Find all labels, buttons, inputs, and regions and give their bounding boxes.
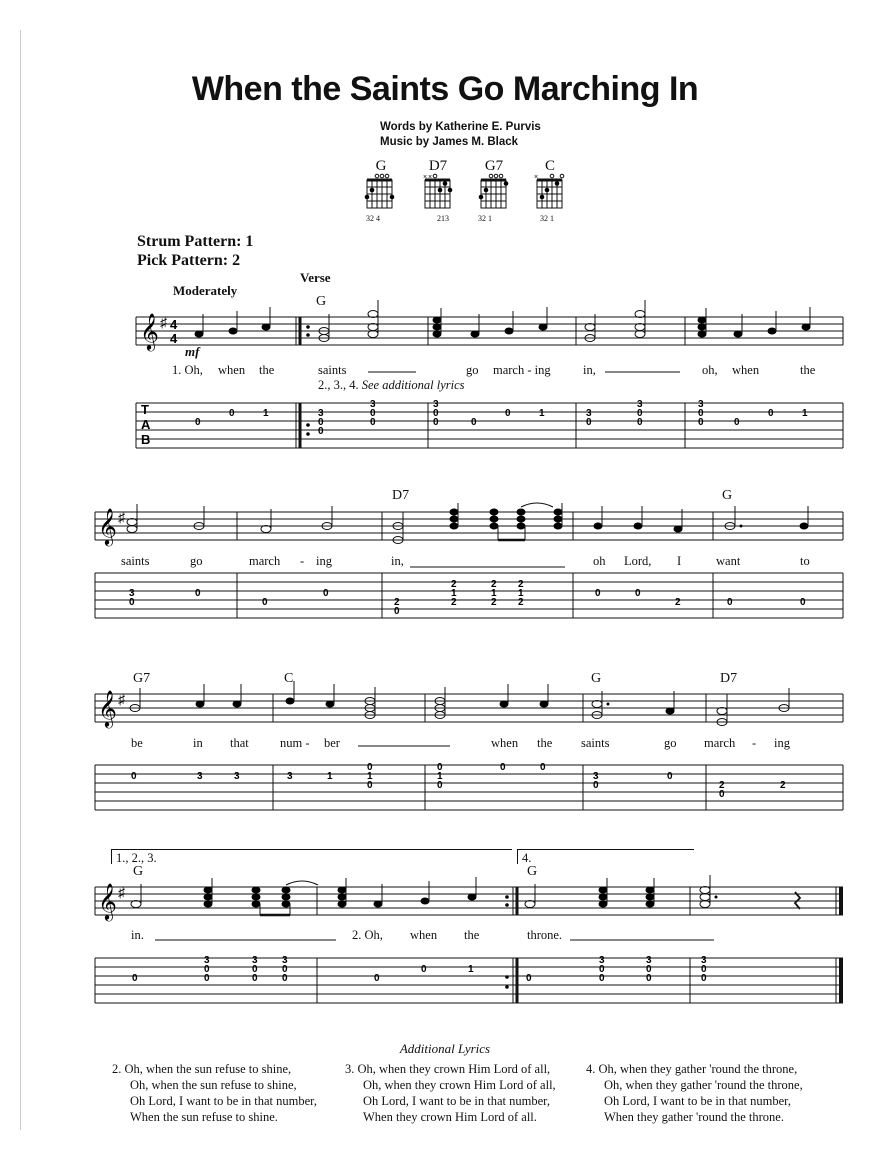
svg-text:0: 0 <box>698 408 704 419</box>
lyric: want <box>716 554 741 568</box>
lyric: saints <box>318 363 347 377</box>
svg-text:0: 0 <box>229 408 235 419</box>
lyric: when <box>732 363 760 377</box>
pick-pattern: Pick Pattern: 2 <box>137 252 241 269</box>
music-system-2 <box>0 495 890 645</box>
svg-text:×: × <box>428 174 433 181</box>
svg-text:0: 0 <box>252 964 258 975</box>
lyric: Lord, <box>624 554 652 568</box>
svg-text:0: 0 <box>599 964 605 975</box>
svg-text:1: 1 <box>468 964 474 975</box>
verse-line: Oh, when they gather 'round the throne, <box>598 1062 798 1076</box>
chord-symbol: G <box>527 864 538 879</box>
svg-text:2: 2 <box>394 597 400 608</box>
verse-line: Oh, when they crown Him Lord of all, <box>357 1062 551 1076</box>
svg-text:0: 0 <box>204 964 210 975</box>
lyric: 2. Oh, <box>352 928 383 942</box>
svg-text:0: 0 <box>433 408 439 419</box>
svg-text:0: 0 <box>318 426 324 437</box>
svg-text:0: 0 <box>637 417 643 428</box>
section-label: Verse <box>300 270 331 285</box>
chord-symbol: G <box>133 864 144 879</box>
svg-text:♯: ♯ <box>160 314 167 330</box>
svg-text:0: 0 <box>195 417 201 428</box>
chord-symbol: G7 <box>133 671 151 686</box>
lyric: num - <box>280 736 310 750</box>
svg-text:3: 3 <box>282 955 288 966</box>
svg-text:0: 0 <box>505 408 511 419</box>
lyric: the <box>464 928 480 942</box>
lyric: march <box>704 736 736 750</box>
svg-text:3: 3 <box>586 408 592 419</box>
svg-text:0: 0 <box>367 762 373 773</box>
svg-text:𝄞: 𝄞 <box>140 313 159 349</box>
lyric: oh, <box>702 363 718 377</box>
lyric: go <box>466 363 479 377</box>
svg-text:0: 0 <box>471 417 477 428</box>
svg-text:0: 0 <box>667 771 673 782</box>
svg-text:0: 0 <box>374 973 380 984</box>
additional-verse-3 <box>345 1061 556 1125</box>
svg-text:3: 3 <box>129 588 135 599</box>
lyric: in. <box>131 928 144 942</box>
svg-text:𝄞: 𝄞 <box>98 883 117 919</box>
song-title: When the Saints Go Marching In <box>191 70 699 108</box>
svg-text:0: 0 <box>282 964 288 975</box>
verse-line: Oh Lord, I want to be in that number, <box>130 1094 317 1108</box>
svg-text:3: 3 <box>599 955 605 966</box>
svg-text:2: 2 <box>518 579 524 590</box>
svg-text:1: 1 <box>491 588 497 599</box>
lyric: the <box>537 736 553 750</box>
verse-line: When they crown Him Lord of all. <box>363 1110 537 1124</box>
lyric: that <box>230 736 249 750</box>
svg-text:4: 4 <box>170 317 178 332</box>
lyric: throne. <box>527 928 563 942</box>
svg-text:0: 0 <box>540 762 546 773</box>
lyric: when <box>218 363 246 377</box>
svg-text:3: 3 <box>593 771 599 782</box>
svg-text:0: 0 <box>637 408 643 419</box>
svg-text:0: 0 <box>282 973 288 984</box>
svg-text:0: 0 <box>599 973 605 984</box>
lyric: I <box>677 554 682 568</box>
lyric: when <box>491 736 519 750</box>
svg-text:0: 0 <box>262 597 268 608</box>
verse-hint <box>318 378 465 393</box>
svg-text:3: 3 <box>318 408 324 419</box>
svg-text:4: 4 <box>170 331 178 346</box>
svg-text:0: 0 <box>526 973 532 984</box>
svg-text:1: 1 <box>327 771 333 782</box>
lyric: 1. Oh, <box>172 363 203 377</box>
additional-verse-2 <box>112 1061 317 1125</box>
svg-text:2: 2 <box>451 579 457 590</box>
strum-pattern: Strum Pattern: 1 <box>137 233 254 250</box>
svg-text:0: 0 <box>421 964 427 975</box>
verse-number: 2. <box>112 1062 122 1076</box>
tempo-marking: Moderately <box>173 283 238 298</box>
lyric: in <box>193 736 203 750</box>
svg-text:0: 0 <box>698 417 704 428</box>
lyric: saints <box>121 554 150 568</box>
chord-symbol: D7 <box>392 488 410 503</box>
chord-symbol: G <box>722 488 733 503</box>
lyric: the <box>800 363 816 377</box>
svg-text:♯: ♯ <box>118 884 125 900</box>
svg-text:𝄞: 𝄞 <box>98 508 117 544</box>
svg-text:0: 0 <box>701 964 707 975</box>
svg-text:0: 0 <box>370 417 376 428</box>
svg-text:♯: ♯ <box>118 691 125 707</box>
svg-text:2: 2 <box>491 579 497 590</box>
verse-line: Oh, when the sun refuse to shine, <box>124 1062 292 1076</box>
svg-text:0: 0 <box>252 973 258 984</box>
svg-text:0: 0 <box>318 417 324 428</box>
lyric: saints <box>581 736 610 750</box>
lyric: in, <box>583 363 596 377</box>
lyric: go <box>190 554 203 568</box>
svg-text:0: 0 <box>433 417 439 428</box>
chord-fingers-c: 32 1 <box>540 214 554 223</box>
svg-text:1: 1 <box>518 588 524 599</box>
chord-diagram-name-g: G <box>375 158 387 174</box>
svg-text:T: T <box>141 402 149 417</box>
verse-line: When the sun refuse to shine. <box>130 1110 278 1124</box>
svg-text:0: 0 <box>734 417 740 428</box>
svg-text:1: 1 <box>437 771 443 782</box>
chord-fingers-g7: 32 1 <box>478 214 492 223</box>
svg-text:0: 0 <box>800 597 806 608</box>
words-credit: Words by Katherine E. Purvis <box>380 121 541 133</box>
svg-text:0: 0 <box>129 597 135 608</box>
chord-symbol: C <box>284 671 294 686</box>
svg-text:0: 0 <box>394 606 400 617</box>
music-system-3 <box>0 677 890 827</box>
svg-text:3: 3 <box>637 399 643 410</box>
chord-grid-c <box>534 174 564 208</box>
chord-diagram-name-c: C <box>544 158 555 174</box>
verse-line: Oh, when they gather 'round the throne, <box>604 1078 803 1092</box>
verse-hint-text: See additional lyrics <box>361 378 465 392</box>
verse-number: 4. <box>586 1062 596 1076</box>
ending-label: 4. <box>522 851 532 865</box>
svg-text:1: 1 <box>263 408 269 419</box>
svg-text:0: 0 <box>635 588 641 599</box>
svg-text:2: 2 <box>719 780 725 791</box>
lyric: - <box>300 554 305 568</box>
svg-text:3: 3 <box>370 399 376 410</box>
lyric: - <box>752 736 757 750</box>
music-system-4 <box>0 870 890 1020</box>
svg-text:1: 1 <box>367 771 373 782</box>
first-ending-bracket <box>111 849 512 864</box>
svg-text:3: 3 <box>287 771 293 782</box>
lyric: go <box>664 736 677 750</box>
chord-diagram-name-g7: G7 <box>484 158 504 174</box>
verse-hint-numbers: 2., 3., 4. <box>318 378 359 392</box>
lyric: when <box>410 928 438 942</box>
svg-text:A: A <box>141 417 151 432</box>
verse-number: 3. <box>345 1062 355 1076</box>
music-credit: Music by James M. Black <box>380 136 519 148</box>
dynamic-marking: mf <box>185 344 200 359</box>
verse-line: Oh Lord, I want to be in that number, <box>363 1094 550 1108</box>
svg-text:2: 2 <box>518 597 524 608</box>
svg-text:3: 3 <box>698 399 704 410</box>
svg-text:0: 0 <box>595 588 601 599</box>
svg-text:3: 3 <box>701 955 707 966</box>
svg-text:3: 3 <box>234 771 240 782</box>
notes <box>195 300 811 342</box>
lyric: be <box>131 736 143 750</box>
chord-grid-g <box>365 174 395 208</box>
lyric: the <box>259 363 275 377</box>
svg-text:3: 3 <box>646 955 652 966</box>
svg-text:2: 2 <box>780 780 786 791</box>
svg-text:3: 3 <box>433 399 439 410</box>
svg-text:0: 0 <box>204 973 210 984</box>
svg-text:0: 0 <box>323 588 329 599</box>
lyric: march <box>249 554 281 568</box>
lyric: in, <box>391 554 404 568</box>
verse-line: Oh Lord, I want to be in that number, <box>604 1094 791 1108</box>
lyric: march - ing <box>493 363 551 377</box>
chord-fingers-g: 32 4 <box>366 214 380 223</box>
svg-text:1: 1 <box>802 408 808 419</box>
svg-text:2: 2 <box>675 597 681 608</box>
svg-text:1: 1 <box>451 588 457 599</box>
verse-line: Oh, when the sun refuse to shine, <box>130 1078 297 1092</box>
svg-text:1: 1 <box>539 408 545 419</box>
svg-text:×: × <box>534 174 539 181</box>
lyric: ber <box>324 736 340 750</box>
lyric: to <box>800 554 810 568</box>
chord-fingers-d7: 213 <box>437 214 449 223</box>
verse-line: When they gather 'round the throne. <box>604 1110 784 1124</box>
svg-text:0: 0 <box>437 780 443 791</box>
svg-text:0: 0 <box>131 771 137 782</box>
lyric: oh <box>593 554 606 568</box>
chord-diagram-name-d7: D7 <box>428 158 448 174</box>
chord-symbol: D7 <box>720 671 738 686</box>
chord-grid-d7 <box>423 174 452 208</box>
second-ending-bracket <box>517 849 694 864</box>
svg-text:0: 0 <box>586 417 592 428</box>
svg-text:3: 3 <box>252 955 258 966</box>
svg-text:0: 0 <box>701 973 707 984</box>
svg-text:2: 2 <box>491 597 497 608</box>
svg-text:0: 0 <box>768 408 774 419</box>
svg-text:0: 0 <box>437 762 443 773</box>
svg-text:×: × <box>423 174 428 181</box>
svg-text:0: 0 <box>132 973 138 984</box>
svg-text:0: 0 <box>646 973 652 984</box>
ending-label: 1., 2., 3. <box>116 851 157 865</box>
additional-lyrics-title: Additional Lyrics <box>399 1041 491 1056</box>
chord-symbol: G <box>316 294 327 309</box>
svg-text:2: 2 <box>451 597 457 608</box>
additional-verse-4 <box>586 1061 803 1125</box>
chord-symbol: G <box>591 671 602 686</box>
svg-text:0: 0 <box>727 597 733 608</box>
svg-text:3: 3 <box>197 771 203 782</box>
svg-text:0: 0 <box>370 408 376 419</box>
svg-text:0: 0 <box>500 762 506 773</box>
svg-text:0: 0 <box>195 588 201 599</box>
lyric: ing <box>316 554 332 568</box>
chord-grid-g7 <box>479 174 509 208</box>
svg-text:♯: ♯ <box>118 509 125 525</box>
svg-text:0: 0 <box>719 789 725 800</box>
verse-line: Oh, when they crown Him Lord of all, <box>363 1078 556 1092</box>
svg-text:0: 0 <box>593 780 599 791</box>
svg-text:0: 0 <box>367 780 373 791</box>
svg-text:𝄞: 𝄞 <box>98 690 117 726</box>
svg-text:3: 3 <box>204 955 210 966</box>
svg-text:B: B <box>141 432 151 447</box>
svg-text:0: 0 <box>646 964 652 975</box>
lyric: ing <box>774 736 790 750</box>
